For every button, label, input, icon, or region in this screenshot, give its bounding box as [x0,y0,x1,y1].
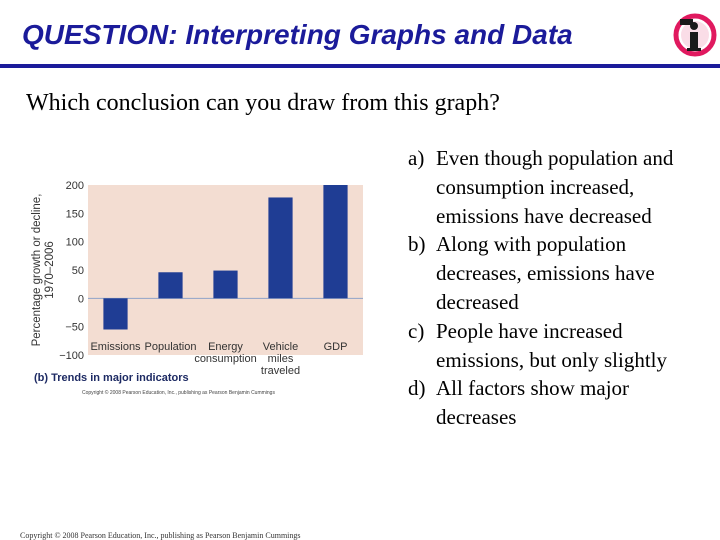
y-axis-ticks [59,180,84,362]
y-tick-label: 50 [71,265,84,277]
bar-emissions [103,298,127,329]
y-axis-label-line: Percentage growth or decline, [31,193,43,347]
y-tick-label: 200 [65,180,84,192]
answer-option [408,374,713,432]
title-divider [0,64,720,68]
bar-population [158,272,182,298]
y-tick-label: 100 [65,236,84,249]
y-tick-label: 0 [77,293,84,306]
answer-letter: a) [408,146,425,170]
y-tick-label: 150 [65,208,84,221]
category-label: miles [267,353,294,365]
info-i-icon [671,13,717,57]
answer-letter: d) [408,376,426,401]
y-tick-label: −50 [65,321,84,334]
answer-option [408,230,713,316]
answer-letter: c) [408,318,425,343]
figure-copyright: Copyright © 2008 Pearson Education, Inc., publishing as Pearson Benjamin Cummings [82,390,275,396]
answer-text: All factors show major decreases [436,376,630,430]
y-axis-label-line: 1970–2006 [44,241,56,299]
answer-text: Even though population and consumption increased, emissions have decreased [436,146,674,228]
footer-copyright: Copyright © 2008 Pearson Education, Inc., publishing as Pearson Benjamin Cummings [20,531,301,540]
answer-text: Along with population decreases, emissions have decreased [436,232,655,314]
chart-caption: (b) Trends in major indicators [34,372,189,384]
answer-option [408,144,713,230]
category-label: Population [144,341,197,353]
category-label: Energy [208,341,243,353]
answer-text: People have increased emissions, but only slightly [436,318,668,372]
question-text: Which conclusion can you draw from this graph? [26,90,500,116]
bar-vehicle-miles-traveled [268,197,292,298]
category-label: Vehicle [262,341,299,353]
category-label: Emissions [90,341,141,353]
category-label: GDP [323,341,348,353]
bar-energy-consumption [213,271,237,299]
category-label: traveled [260,365,301,377]
y-axis-label [31,194,56,347]
answer-list [408,144,713,432]
answer-letter: b) [408,232,426,257]
answer-option [408,317,713,375]
bar-gdp [323,185,347,298]
plot-background [88,185,363,355]
y-tick-label: −100 [59,350,84,362]
bar-chart [28,175,368,405]
slide-title: QUESTION: Interpreting Graphs and Data [22,19,573,50]
category-label: consumption [194,353,257,365]
